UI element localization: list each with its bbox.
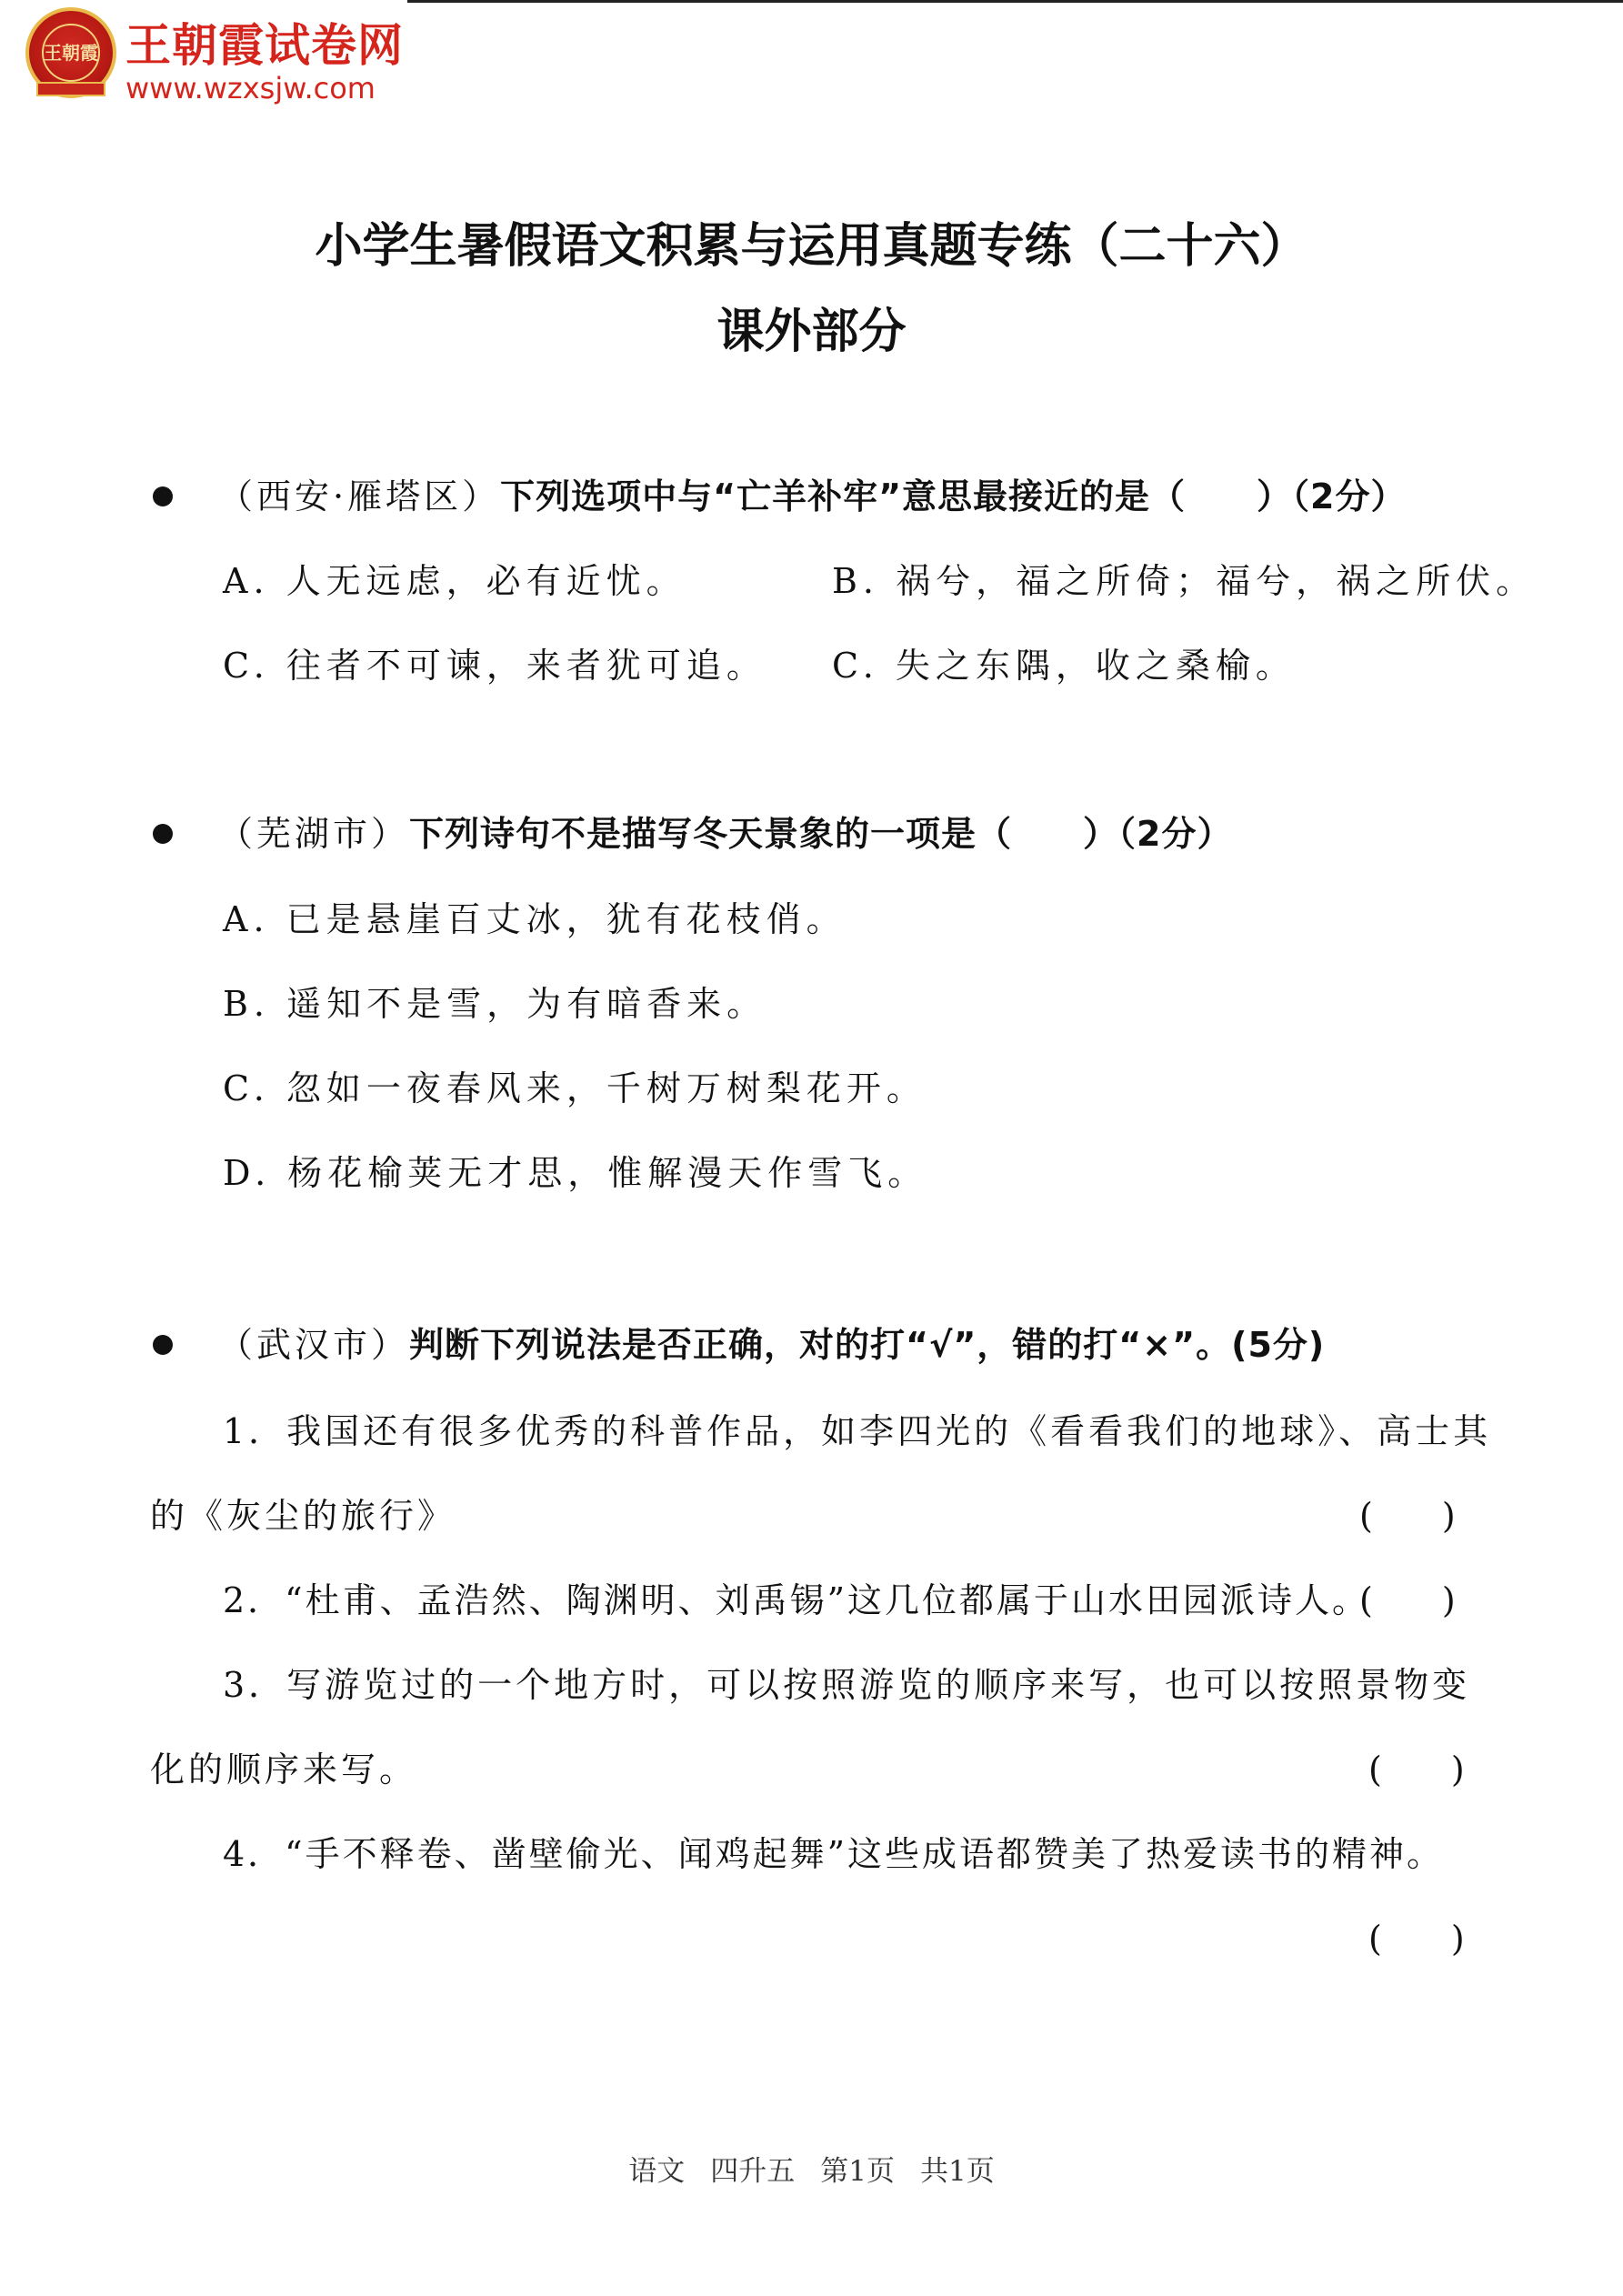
statement-1-answer-blank[interactable]: ( ) <box>1359 1496 1456 1536</box>
question-1-header <box>218 475 1407 518</box>
header-rule <box>407 0 1623 3</box>
question-3-source: （武汉市） <box>218 1325 410 1365</box>
question-1-option-b: B. 祸兮，福之所倚；福兮，祸之所伏。 <box>832 561 1537 601</box>
question-2-header <box>218 812 1232 856</box>
site-logo <box>25 7 407 107</box>
logo-url: www.wzxsjw.com <box>125 71 376 105</box>
statement-3-line-2: 化的顺序来写。 <box>150 1750 418 1790</box>
footer-grade: 四升五 <box>710 2155 796 2188</box>
footer-page-number: 第1页 <box>820 2155 895 2188</box>
statement-4-answer-blank[interactable]: ( ) <box>1368 1919 1465 1959</box>
statement-1-line-2: 的《灰尘的旅行》 <box>150 1496 456 1536</box>
question-2-option-a: A. 已是悬崖百丈冰，犹有花枝俏。 <box>223 899 847 939</box>
footer-total-pages: 共1页 <box>920 2155 995 2188</box>
bullet-icon <box>153 824 173 844</box>
statement-1-line-1: 1．我国还有很多优秀的科普作品，如李四光的《看看我们的地球》、高士其 <box>223 1411 1492 1451</box>
logo-seal-text: 王朝霞 <box>44 42 98 64</box>
question-2-stem: 下列诗句不是描写冬天景象的一项是（ ）（2分） <box>409 814 1233 854</box>
question-2-source: （芜湖市） <box>218 814 410 854</box>
page-title: 小学生暑假语文积累与运用真题专练（二十六） <box>315 219 1308 274</box>
bullet-icon <box>153 486 173 506</box>
question-2-option-b: B. 遥知不是雪，为有暗香来。 <box>223 984 767 1024</box>
statement-2-answer-blank[interactable]: ( ) <box>1359 1580 1456 1620</box>
question-3-stem: 判断下列说法是否正确，对的打“√”，错的打“×”。(5分) <box>409 1325 1326 1365</box>
question-1-option-d: C. 失之东隅，收之桑榆。 <box>832 646 1296 686</box>
question-1-option-a: A. 人无远虑，必有近忧。 <box>223 561 686 601</box>
page-subtitle: 课外部分 <box>716 305 907 359</box>
question-2-option-d: D. 杨花榆荚无才思，惟解漫天作雪飞。 <box>223 1153 928 1193</box>
question-2-option-c: C. 忽如一夜春风来，千树万树梨花开。 <box>223 1068 927 1108</box>
question-1-source: （西安·雁塔区） <box>218 476 501 516</box>
statement-3-answer-blank[interactable]: ( ) <box>1368 1750 1465 1790</box>
page-footer <box>0 2148 1623 2189</box>
bullet-icon <box>153 1335 173 1355</box>
question-3-header <box>218 1323 1325 1367</box>
footer-subject: 语文 <box>628 2155 686 2188</box>
question-1-stem: 下列选项中与“亡羊补牢”意思最接近的是（ ）（2分） <box>500 476 1407 516</box>
statement-3-line-1: 3．写游览过的一个地方时，可以按照游览的顺序来写，也可以按照景物变 <box>223 1665 1471 1705</box>
logo-ribbon <box>36 82 105 96</box>
statement-2-line-1: 2．“杜甫、孟浩然、陶渊明、刘禹锡”这几位都属于山水田园派诗人。 <box>223 1580 1370 1620</box>
logo-name: 王朝霞试卷网 <box>125 19 404 72</box>
question-1-option-c: C. 往者不可谏，来者犹可追。 <box>223 646 766 686</box>
statement-4-line-1: 4．“手不释卷、凿壁偷光、闻鸡起舞”这些成语都赞美了热爱读书的精神。 <box>223 1834 1445 1874</box>
